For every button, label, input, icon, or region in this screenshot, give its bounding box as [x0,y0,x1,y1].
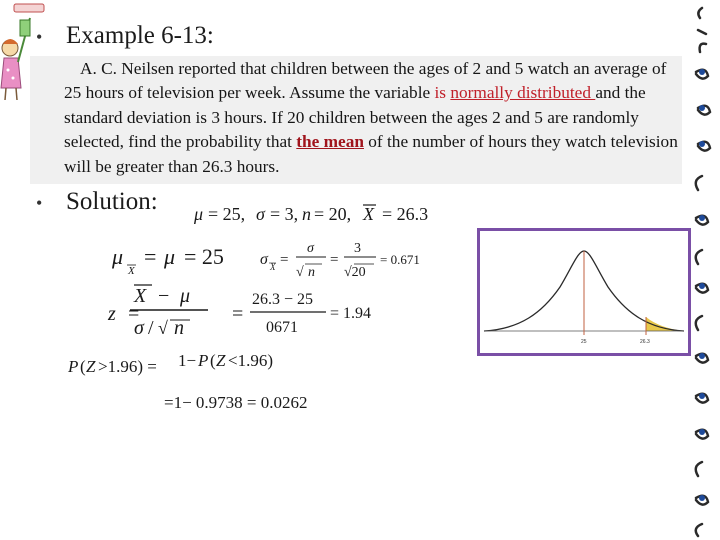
math-mu-xbar [111,244,224,277]
svg-text:−: − [158,285,170,307]
svg-text:P: P [198,351,209,370]
svg-text:n: n [302,204,311,224]
svg-text:3: 3 [354,241,361,256]
svg-text:σ: σ [260,251,268,268]
svg-text:=1− 0.9738 = 0.0262: =1− 0.9738 = 0.0262 [164,393,308,412]
svg-text:σ: σ [307,241,314,256]
border-doodle-icon [688,0,720,540]
svg-text:√20: √20 [344,265,366,280]
svg-text:n: n [308,265,315,280]
svg-text:= 0.671: = 0.671 [380,252,420,267]
math-givens [193,204,428,224]
svg-text:<1.96): <1.96) [228,351,273,370]
svg-text:/: / [148,317,154,339]
svg-text:μ: μ [164,244,176,269]
svg-text:=: = [144,244,157,269]
svg-text:X: X [363,204,374,224]
svg-text:26.3 − 25: 26.3 − 25 [252,291,314,308]
svg-text:μ: μ [112,244,124,269]
svg-text:=: = [280,252,289,268]
svg-text:Z: Z [86,357,96,376]
svg-text:P: P [68,357,79,376]
math-sigma-xbar [260,241,420,280]
x-label-cutoff: 26.3 [640,339,650,345]
problem-part2: and the standard deviation is 3 hours. If 20 children between the ages 2 and 5 are randomly selected, find the probability that [64,83,646,152]
svg-text:√: √ [158,318,168,338]
svg-text:X: X [128,265,135,277]
svg-text:=: = [128,303,140,325]
svg-text:= 1.94: = 1.94 [330,305,372,322]
example-heading: Example 6-13: [66,22,214,49]
svg-text:>1.96) =: >1.96) = [98,357,157,376]
svg-text:μ: μ [180,285,191,307]
x-label-mean: 25 [581,339,587,345]
svg-text:X: X [270,262,276,272]
problem-part1: A. C. Neilsen reported that children between the ages of 2 and 5 watch an average of 25 hours of television per week. Assume the variable [64,59,667,103]
svg-text:(: ( [80,357,86,376]
example-heading-row [34,22,214,50]
svg-text:Z: Z [216,351,226,370]
svg-text:n: n [174,317,184,339]
svg-text:= 25,: = 25, [208,204,246,224]
svg-text:=: = [232,303,244,325]
svg-text:= 26.3: = 26.3 [382,204,429,224]
svg-text:X: X [134,285,147,307]
svg-text:σ: σ [256,204,265,224]
math-probability [67,351,308,412]
svg-text:= 25: = 25 [184,244,224,269]
solution-heading: Solution: [66,188,158,215]
svg-text:= 20,: = 20, [314,204,352,224]
bullet-dot-icon: • [36,27,43,47]
svg-text:√: √ [296,265,304,280]
problem-part3: of the number of hours they watch television will be greater than 26.3 hours. [64,132,678,176]
svg-text:(: ( [210,351,216,370]
svg-text:=: = [330,252,339,268]
svg-text:0671: 0671 [266,319,298,336]
problem-highlight-is: is [434,83,451,103]
svg-text:z: z [108,303,116,325]
svg-text:σ: σ [134,317,144,339]
math-z-formula [107,285,371,339]
svg-text:= 3,: = 3, [270,204,299,224]
svg-text:1−: 1− [178,351,197,370]
svg-text:μ: μ [194,204,204,224]
problem-highlight-normal: normally distributed [450,83,596,103]
solution-math [60,190,480,420]
normal-curve-svg [480,231,688,353]
problem-statement [64,57,680,179]
bullet-dot-icon: • [36,193,43,213]
problem-highlight-mean: the mean [296,132,364,152]
normal-curve-figure [477,228,691,356]
